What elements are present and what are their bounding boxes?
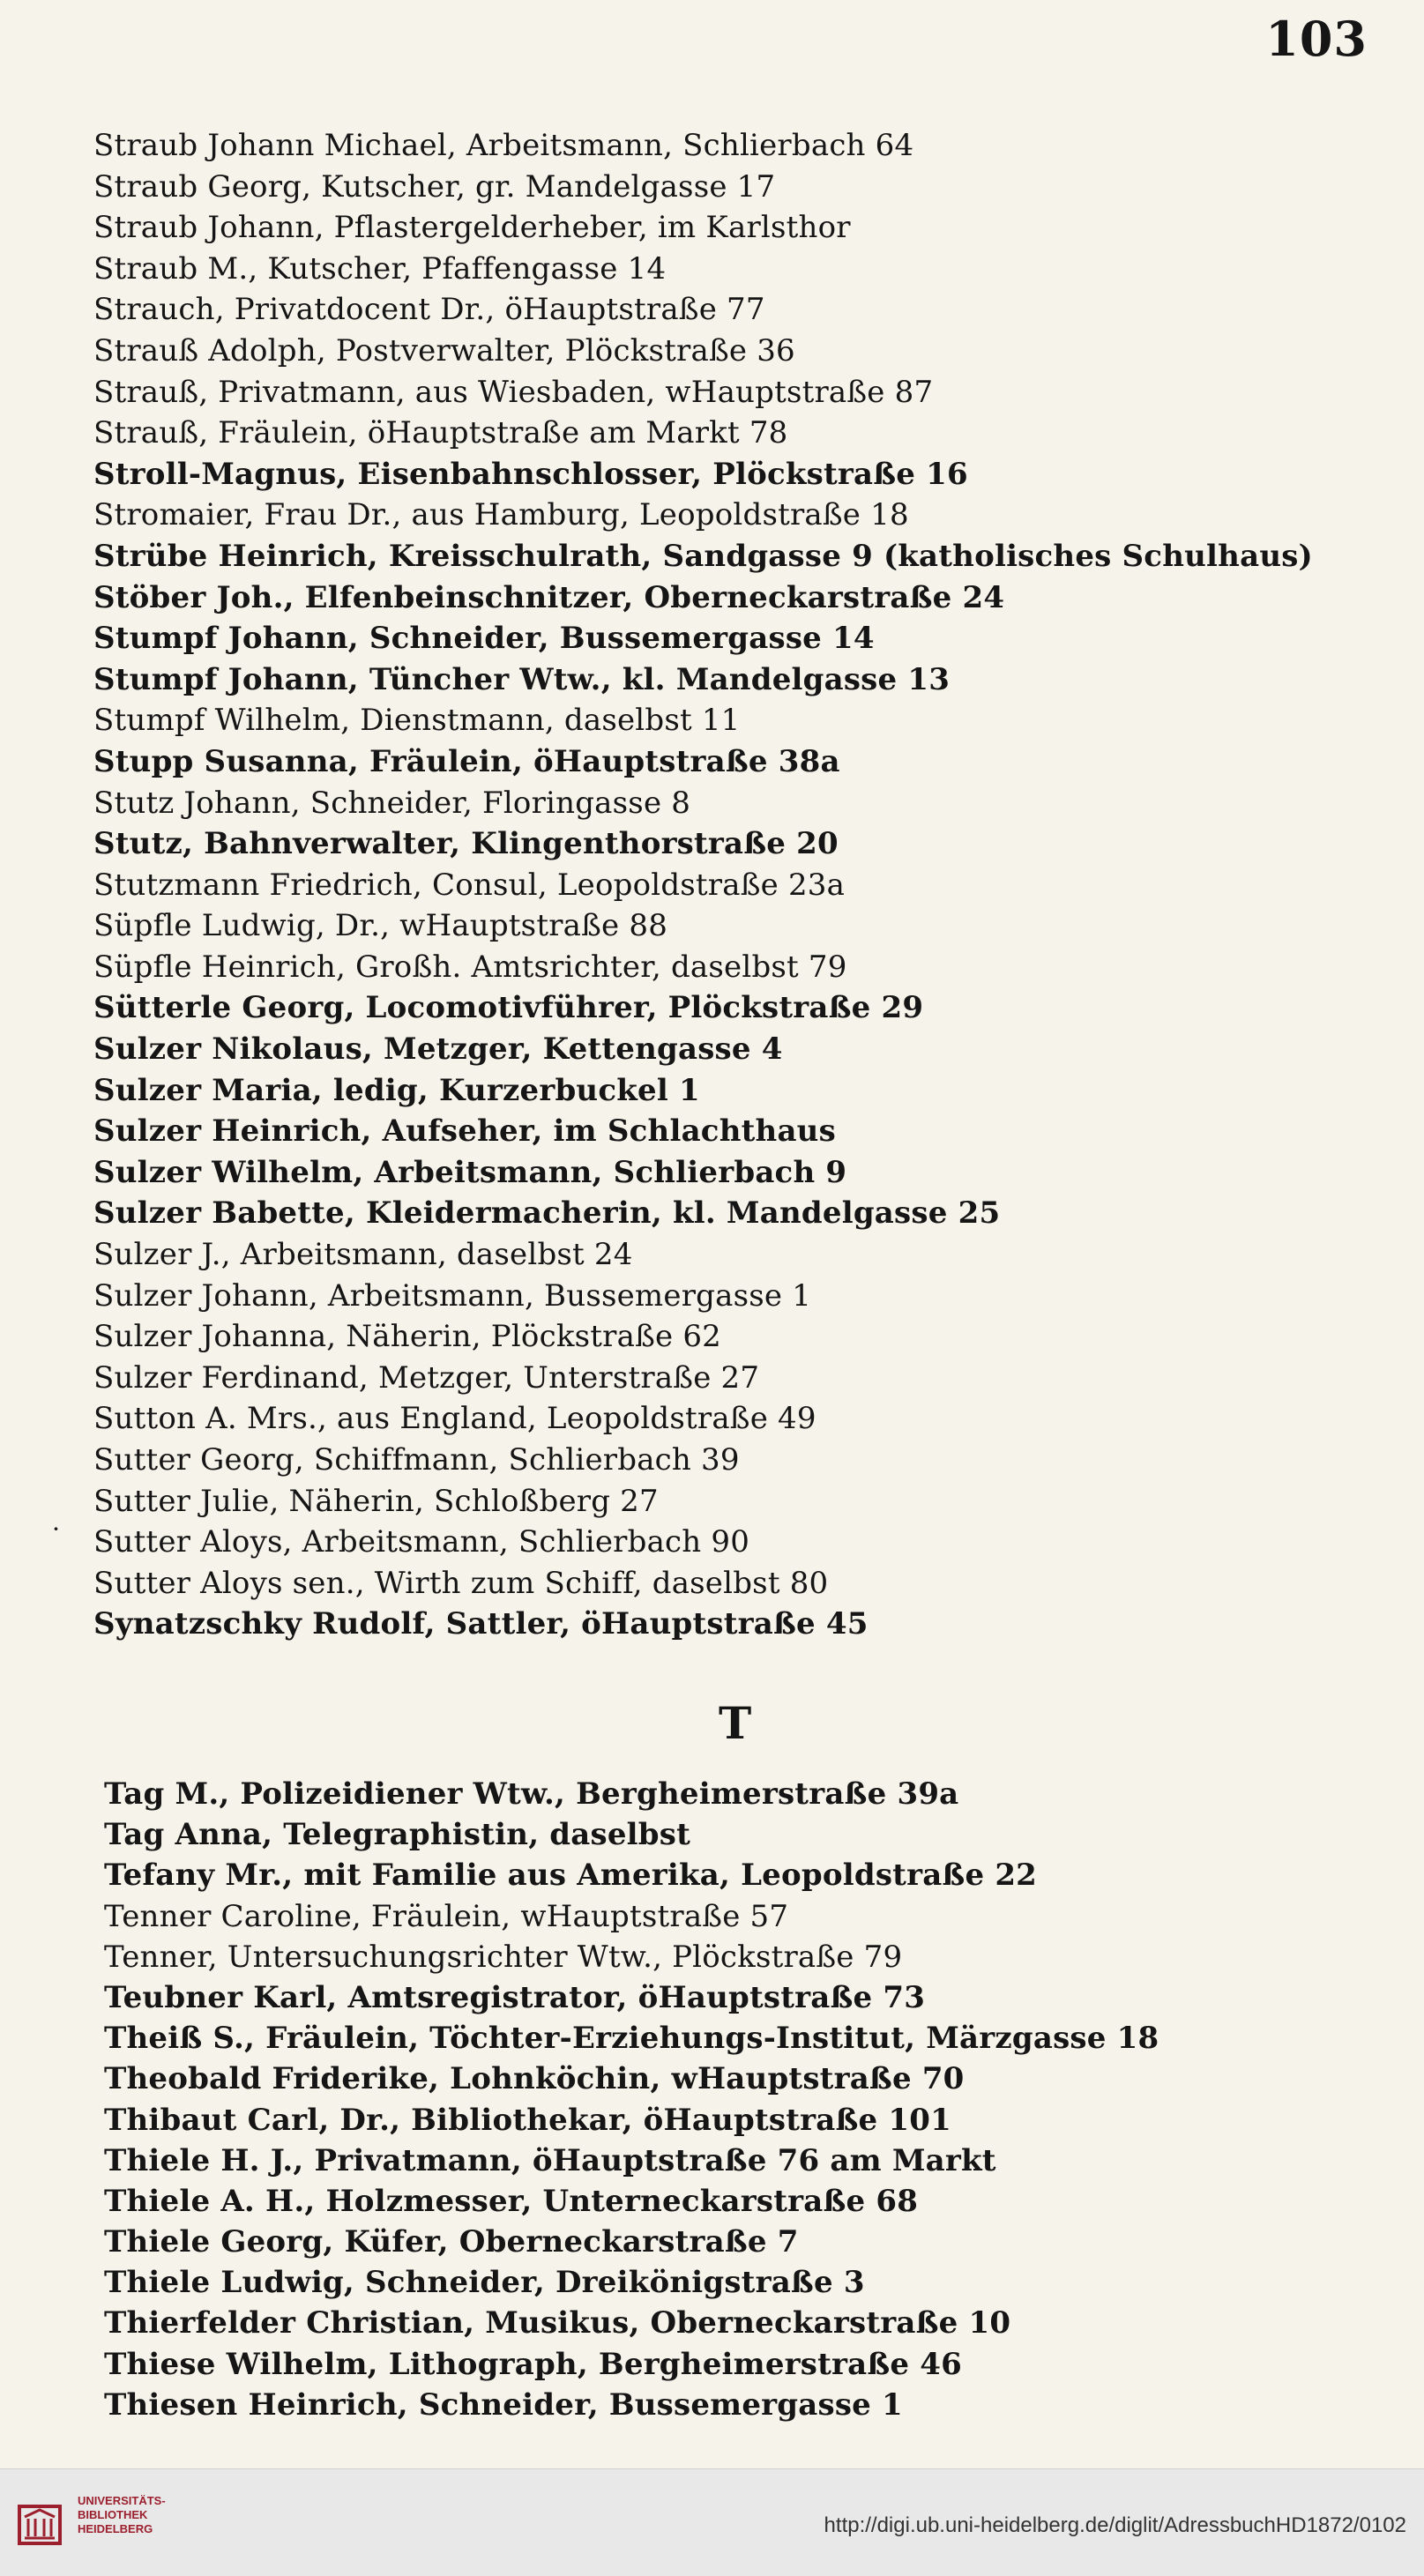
directory-entry: Sulzer Maria, ledig, Kurzerbuckel 1 xyxy=(93,1072,700,1108)
directory-entry: Stutz Johann, Schneider, Floringasse 8 xyxy=(93,785,691,821)
directory-entry: Thiele Georg, Küfer, Oberneckarstraße 7 xyxy=(104,2224,799,2260)
directory-entry: Stumpf Wilhelm, Dienstmann, daselbst 11 xyxy=(93,703,741,739)
directory-entry: Straub Johann, Pflastergelderheber, im Karlsthor xyxy=(93,210,851,246)
directory-entry: Straub Johann Michael, Arbeitsmann, Schlierbach 64 xyxy=(93,128,914,163)
directory-entry: Thierfelder Christian, Musikus, Oberneckarstraße 10 xyxy=(104,2305,1011,2341)
page-number: 103 xyxy=(1265,11,1368,67)
directory-entry: Stroll-Magnus, Eisenbahnschlosser, Plöckstraße 16 xyxy=(93,456,968,492)
directory-entry: Thiese Wilhelm, Lithograph, Bergheimerstraße 46 xyxy=(104,2346,962,2382)
directory-entry: Thiele Ludwig, Schneider, Dreikönigstraße 3 xyxy=(104,2265,865,2301)
directory-entry: Sulzer Nikolaus, Metzger, Kettengasse 4 xyxy=(93,1031,783,1068)
directory-entry: Thibaut Carl, Dr., Bibliothekar, öHauptstraße 101 xyxy=(104,2102,951,2138)
directory-entry: Thiele H. J., Privatmann, öHauptstraße 76 am Markt xyxy=(104,2142,996,2178)
directory-entry: Teubner Karl, Amtsregistrator, öHauptstraße 73 xyxy=(104,1979,926,2015)
directory-entry: Stromaier, Frau Dr., aus Hamburg, Leopoldstraße 18 xyxy=(93,497,909,533)
directory-entry: Strauch, Privatdocent Dr., öHauptstraße 77 xyxy=(93,292,765,328)
library-line: HEIDELBERG xyxy=(78,2522,153,2535)
directory-entry: Süpfle Heinrich, Großh. Amtsrichter, daselbst 79 xyxy=(93,949,847,985)
directory-entry: Stutz, Bahnverwalter, Klingenthorstraße 20 xyxy=(93,826,839,862)
directory-entry: Süpfle Ludwig, Dr., wHauptstraße 88 xyxy=(93,908,668,944)
directory-entry: Strauß Adolph, Postverwalter, Plöckstraße 36 xyxy=(93,332,795,369)
directory-entry: Theiß S., Fräulein, Töchter-Erziehungs-Institut, Märzgasse 18 xyxy=(104,2021,1159,2057)
directory-entry: Sutter Aloys, Arbeitsmann, Schlierbach 90 xyxy=(93,1524,750,1560)
entries-t-list xyxy=(104,1774,1356,2425)
directory-entry: Sulzer Johanna, Näherin, Plöckstraße 62 xyxy=(93,1319,721,1355)
directory-entry: Sutter Georg, Schiffmann, Schlierbach 39 xyxy=(93,1442,740,1478)
directory-entry: Thiesen Heinrich, Schneider, Bussemergasse 1 xyxy=(104,2386,903,2423)
directory-entry: Strauß, Fräulein, öHauptstraße am Markt 78 xyxy=(93,415,788,451)
directory-entry: Sütterle Georg, Locomotivführer, Plöckstraße 29 xyxy=(93,990,924,1026)
directory-entry: Straub M., Kutscher, Pfaffengasse 14 xyxy=(93,250,667,287)
entries-s-list xyxy=(93,125,1346,1645)
directory-entry: Tefany Mr., mit Familie aus Amerika, Leopoldstraße 22 xyxy=(104,1858,1038,1894)
directory-entry: Stumpf Johann, Tüncher Wtw., kl. Mandelgasse 13 xyxy=(93,661,951,697)
directory-entry: Stutzmann Friedrich, Consul, Leopoldstraße 23a xyxy=(93,867,846,903)
directory-entry: Tenner, Untersuchungsrichter Wtw., Plöckstraße 79 xyxy=(104,1939,903,1975)
directory-entry: Tenner Caroline, Fräulein, wHauptstraße 57 xyxy=(104,1898,789,1934)
directory-entry: Sulzer Ferdinand, Metzger, Unterstraße 27 xyxy=(93,1359,760,1396)
directory-entry: Stumpf Johann, Schneider, Bussemergasse 14 xyxy=(93,621,875,657)
directory-entry: Straub Georg, Kutscher, gr. Mandelgasse 17 xyxy=(93,168,776,205)
library-name xyxy=(78,2494,210,2536)
directory-entry: Sulzer Wilhelm, Arbeitsmann, Schlierbach 9 xyxy=(93,1154,847,1190)
source-url[interactable]: http://digi.ub.uni-heidelberg.de/diglit/AdressbuchHD1872/0102 xyxy=(824,2513,1406,2537)
directory-entry: Sulzer J., Arbeitsmann, daselbst 24 xyxy=(93,1237,633,1273)
library-line: UNIVERSITÄTS- xyxy=(78,2494,166,2507)
directory-entry: Tag Anna, Telegraphistin, daselbst xyxy=(104,1817,690,1853)
directory-entry: Strübe Heinrich, Kreisschulrath, Sandgasse 9 (katholisches Schulhaus) xyxy=(93,538,1313,574)
margin-dot: · xyxy=(53,1518,59,1539)
directory-entry: Sutter Aloys sen., Wirth zum Schiff, daselbst 80 xyxy=(93,1565,829,1601)
directory-entry: Sulzer Johann, Arbeitsmann, Bussemergasse 1 xyxy=(93,1277,812,1314)
footer-bar xyxy=(0,2468,1424,2576)
directory-entry: Stupp Susanna, Fräulein, öHauptstraße 38a xyxy=(93,743,840,779)
directory-entry: Sulzer Heinrich, Aufseher, im Schlachthaus xyxy=(93,1113,836,1150)
directory-entry: Tag M., Polizeidiener Wtw., Bergheimerstraße 39a xyxy=(104,1776,959,1812)
university-library-logo xyxy=(16,2501,63,2549)
directory-entry: Stöber Joh., Elfenbeinschnitzer, Oberneckarstraße 24 xyxy=(93,579,1005,615)
section-letter: T xyxy=(719,1697,752,1749)
directory-entry: Synatzschky Rudolf, Sattler, öHauptstraße 45 xyxy=(93,1606,869,1642)
directory-entry: Theobald Friderike, Lohnköchin, wHauptstraße 70 xyxy=(104,2061,965,2097)
directory-entry: Strauß, Privatmann, aus Wiesbaden, wHauptstraße 87 xyxy=(93,374,934,410)
library-line: BIBLIOTHEK xyxy=(78,2508,148,2521)
directory-entry: Sutton A. Mrs., aus England, Leopoldstraße 49 xyxy=(93,1401,816,1437)
directory-entry: Sulzer Babette, Kleidermacherin, kl. Mandelgasse 25 xyxy=(93,1195,1001,1232)
directory-entry: Sutter Julie, Näherin, Schloßberg 27 xyxy=(93,1483,659,1519)
directory-entry: Thiele A. H., Holzmesser, Unterneckarstraße 68 xyxy=(104,2183,919,2219)
